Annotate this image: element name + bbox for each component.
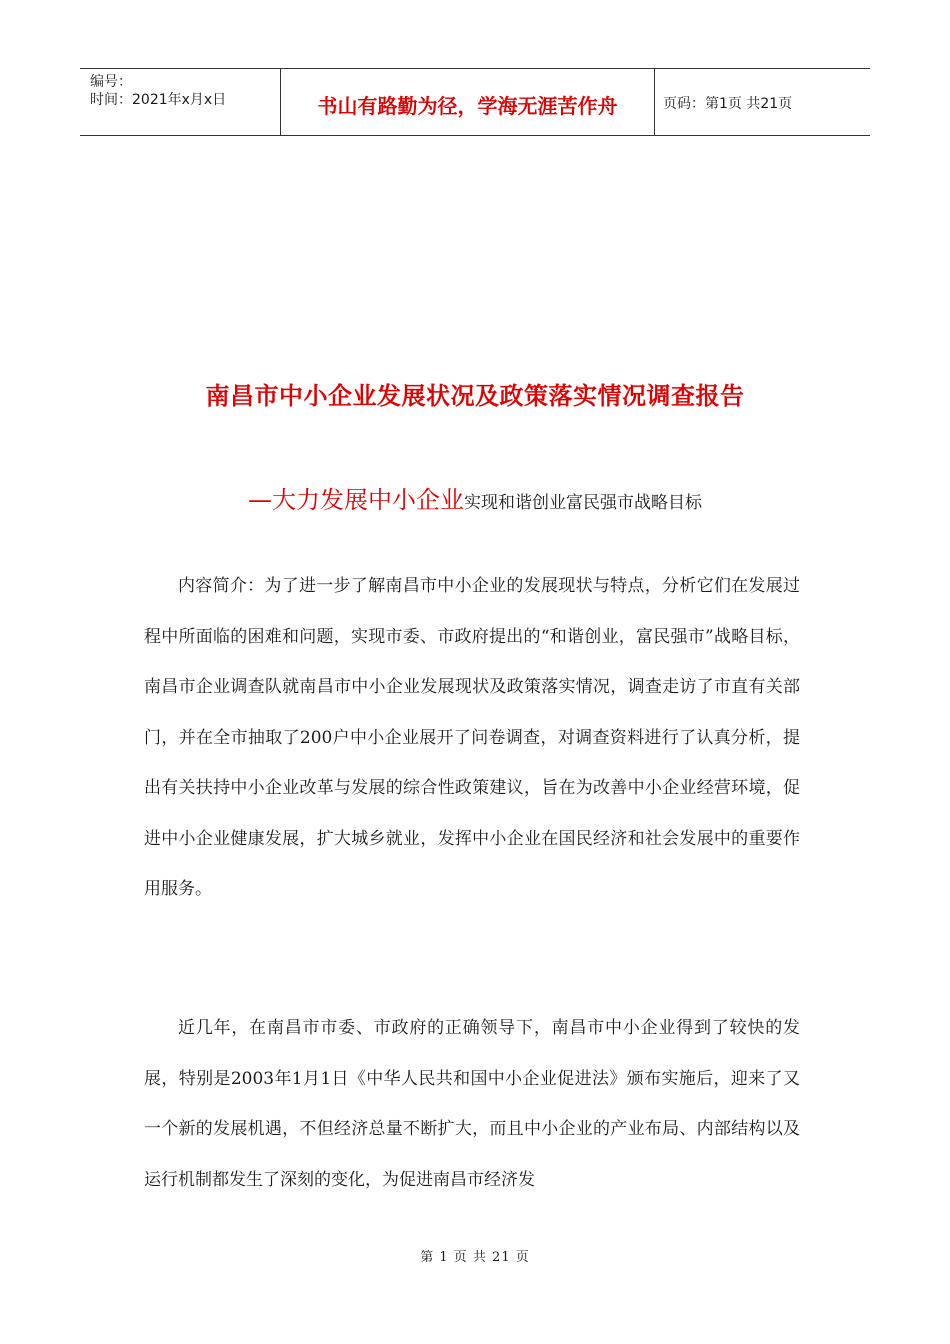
header-meta-cell [80,69,281,135]
page-info: 页码：第1页 共21页 [663,96,793,112]
subtitle-red-part: —大力发展中小企业 [248,486,464,514]
serial-number-label: 编号： [90,74,132,90]
document-title: 南昌市中小企业发展状况及政策落实情况调查报告 [205,382,745,410]
document-subtitle [0,480,950,515]
motto-text: 书山有路勤为径，学海无涯苦作舟 [317,93,618,118]
page-footer: 第 1 页 共 21 页 [420,1250,530,1265]
header-table [80,68,870,136]
body-paragraph: 近几年，在南昌市市委、市政府的正确领导下，南昌市中小企业得到了较快的发展，特别是2003年1月1日《中华人民共和国中小企业促进法》颁布实施后，迎来了又一个新的发展机遇，不但经济总量不断扩大，而且中小企业的产业布局、内部结构以及运行机制都发生了深刻的变化，为促进南昌市经济发 [144,1018,800,1190]
date-label: 时间：2021年x月x日 [90,92,227,108]
header-motto-cell [281,69,655,135]
subtitle-black-part: 实现和谐创业富民强市战略目标 [464,493,702,513]
abstract-paragraph: 内容简介：为了进一步了解南昌市中小企业的发展现状与特点，分析它们在发展过程中所面临的困难和问题，实现市委、市政府提出的“和谐创业，富民强市”战略目标，南昌市企业调查队就南昌市中小企业发展现状及政策落实情况，调查走访了市直有关部门，并在全市抽取了200户中小企业展开了问卷调查，对调查资料进行了认真分析，提出有关扶持中小企业改革与发展的综合性政策建议，旨在为改善中小企业经营环境，促进中小企业健康发展，扩大城乡就业，发挥中小企业在国民经济和社会发展中的重要作用服务。 [144,576,800,899]
header-page-cell [655,69,870,135]
